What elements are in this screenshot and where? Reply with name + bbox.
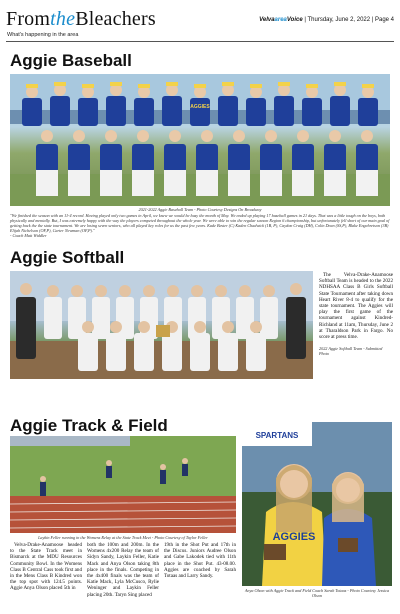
track-article-col1: Velva-Drake-Anamoose headed to the State Track meet in Bismarck at the MDU Resources Community Bowl. In the Womens Class B Central Cass took first and in the Mens Class B Kindred won the top spot with 124.5 points. Aggie Anya Olson placed 5th in <box>10 542 82 592</box>
baseball-jersey-text: AGGIES <box>190 104 210 110</box>
paper-prefix: Velva <box>259 17 275 23</box>
section-subtitle: What's happening in the area <box>7 32 79 38</box>
masthead <box>6 8 394 38</box>
track-relay-photo <box>10 436 236 533</box>
singlet-text: AGGIES <box>272 531 316 543</box>
title-bleachers: Bleachers <box>75 8 156 30</box>
masthead-rule <box>6 41 394 42</box>
paper-area: area <box>274 17 287 23</box>
paper-name <box>259 17 303 23</box>
title-the: the <box>50 8 76 30</box>
track-olson-coach-photo <box>242 422 392 586</box>
softball-photo-caption: 2022 Aggie Softball Team - Submitted Photo <box>319 346 383 356</box>
spartans-banner-text: SPARTANS <box>255 431 299 440</box>
softball-team-photo <box>10 271 313 379</box>
track-relay-caption: Laykin Feller running in the Womens Relay at the State Track Meet - Photo Courtesy of Taylor Feller <box>38 535 208 540</box>
baseball-quote-attribution: - Coach Matt Widdler <box>10 233 47 238</box>
track-heading: Aggie Track & Field <box>10 416 168 435</box>
track-olson-caption: Anya Olson with Aggie Track and Field Coach Sarah Totaas - Photo Courtesy Jessica Olson <box>244 588 390 598</box>
softball-heading: Aggie Softball <box>10 248 125 267</box>
title-from: From <box>6 8 51 30</box>
baseball-photo-caption: 2021-2022 Aggie Baseball Team - Photo Courtesy Designs On Broadway <box>138 207 262 212</box>
track-article-col2: both the 100m and 200m. In the Womens 4x200 Relay the team of Sidyn Sandy, Laykin Feller, Katie Mack and Anya Olson taking 8th place in the finals. Competing in the 4x400 finals was the team of Katie Mack, Lyla McCusco, Rylie Weninger and Laykin Feller placing 20th. Taryn Sing placed <box>87 542 159 598</box>
softball-article: The Velva-Drake-Anamoose Softball Team is headed to the 2022 NDHSAA Class B Girls Softball State Tournament after taking down Heart River 8-4 to qualify for the state tournament. The Aggies will play the first game of the tournament against Kindred-Richland at 11am, Thursday, June 2 at Tharaldson Park in Fargo. No score at press time. <box>319 272 393 341</box>
section-title <box>6 8 156 30</box>
issue-date-page: | Thursday, June 2, 2022 | Page 4 <box>304 17 394 23</box>
baseball-heading: Aggie Baseball <box>10 51 132 70</box>
baseball-quote-text: "We finished the season with an 11-4 record. Having played only two games in April, we knew we would be busy the month of May. We ended up playing 17 baseball games in 21 days. That was a little tough on the boys, both physically and mentally. But, I was extremely happy with the way the players competed throughout the whole year. We were able to win the regular season Region 6 championship, but unfortunately fell short of our main goal of getting back the the state tournament. We are losing seven seniors, who all played key roles for us the past few years. Kade Bester (C) Kaden Chadwick (1B, P), Caydon Craig (DH), Colin Dean (SS,P), Blake Engebretson (3B) Elijah Nichelson (OF,P), Carter Newman (OF,P)." <box>10 213 390 233</box>
track-article-col3: 19th in the Shot Put and 17th in the Discus. Juniors Audree Olson and Gabe Lakodek tied with 11th place in the Shot Put. 43-08.00. Aggies are coached by Sarah Totaas and Larry Sandy. <box>164 542 236 580</box>
baseball-coach-quote <box>10 213 390 238</box>
paper-suffix: Voice <box>286 17 303 23</box>
issue-info <box>259 17 394 23</box>
baseball-team-photo <box>10 74 390 206</box>
